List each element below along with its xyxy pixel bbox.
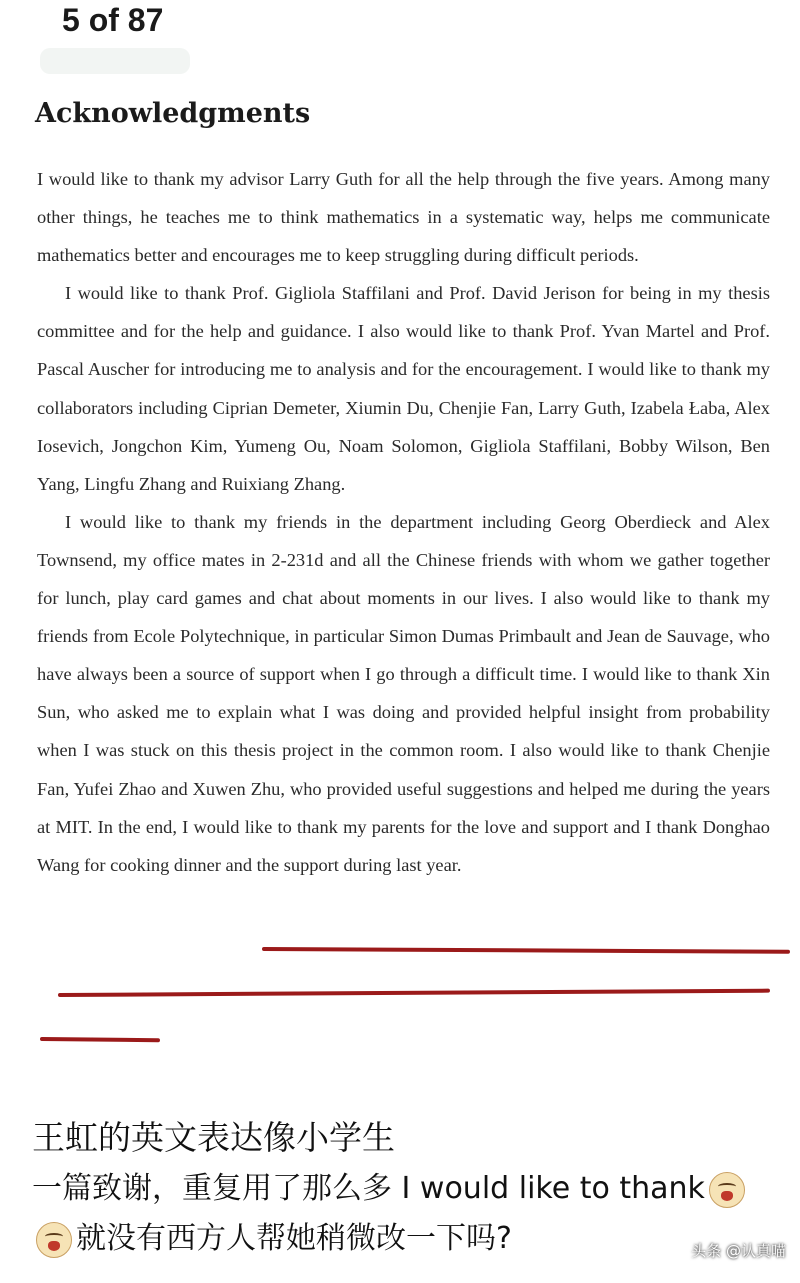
red-underline-2 bbox=[58, 989, 770, 997]
paragraph-committee: I would like to thank Prof. Gigliola Staffilani and Prof. David Jerison for being in my thesis committee and for the help and guidance. I also would like to thank Prof. Yvan Martel and Prof. Pascal Auscher for introducing me to analysis and for the encouragement. I would like to thank my collaborators including Ciprian Demeter, Xiumin Du, Chenjie Fan, Larry Guth, Izabela Łaba, Alex Iosevich, Jongchon Kim, Yumeng Ou, Noam Solomon, Gigliola Staffilani, Bobby Wilson, Ben Yang, Lingfu Zhang and Ruixiang Zhang. bbox=[37, 283, 770, 494]
comment-headline: 王虹的英文表达像小学生 bbox=[32, 1118, 395, 1157]
page-counter: 5 of 87 bbox=[62, 2, 164, 38]
red-underline-1 bbox=[262, 947, 790, 954]
crying-face-icon bbox=[36, 1222, 72, 1258]
crying-face-icon bbox=[709, 1172, 745, 1208]
faded-smudge bbox=[40, 48, 190, 74]
watermark: 头条 @认真喵 bbox=[691, 1242, 786, 1260]
social-comment bbox=[32, 1112, 792, 1264]
acknowledgments-body bbox=[37, 160, 770, 884]
paragraph-friends: I would like to thank my friends in the department including Georg Oberdieck and Alex Townsend, my office mates in 2-231d and all the Chinese friends with whom we gather together for lunch, play card games and chat about moments in our lives. I also would like to thank my friends from Ecole Polytechnique, in particular Simon Dumas Primbault and Jean de Sauvage, who have always been a source of support when I go through a difficult time. I would like to thank Xin Sun, who asked me to explain what I was doing and provided helpful insight from probability when I was stuck on this thesis project in the common room. I also would like to thank Chenjie Fan, Yufei Zhao and Xuwen Zhu, who provided useful suggestions and helped me during the years at MIT. In the end, I would like to thank my parents for the love and support and I thank Donghao Wang for cooking dinner and the support during last year. bbox=[37, 511, 770, 875]
comment-line-1-text: 一篇致谢，重复用了那么多 I would like to thank bbox=[32, 1171, 705, 1206]
comment-line-1 bbox=[32, 1164, 792, 1214]
red-underline-3 bbox=[40, 1037, 160, 1042]
document-title: Acknowledgments bbox=[35, 98, 311, 129]
paragraph-advisor: I would like to thank my advisor Larry Guth for all the help through the five years. Among many other things, he teaches me to think mathematics in a systematic way, helps me communicate mathematics better and encourages me to keep struggling during difficult periods. bbox=[37, 169, 770, 266]
comment-line-2-text: 就没有西方人帮她稍微改一下吗? bbox=[76, 1221, 512, 1256]
comment-line-2 bbox=[32, 1214, 792, 1264]
